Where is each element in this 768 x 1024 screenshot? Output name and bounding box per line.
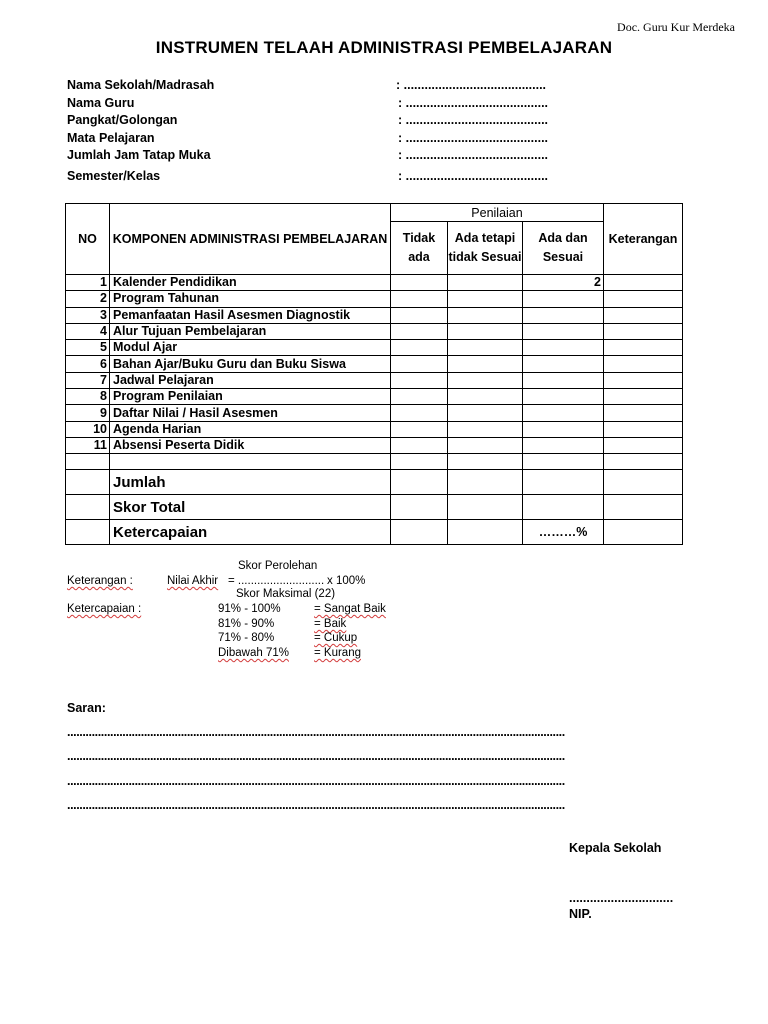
cell-keterangan[interactable] bbox=[604, 340, 683, 356]
header-ada-tidak-sesuai: Ada tetapi tidak Sesuai bbox=[448, 222, 523, 275]
times-100: x 100% bbox=[327, 575, 366, 587]
info-value[interactable]: : ......................................... bbox=[398, 95, 549, 110]
info-row-semester bbox=[67, 169, 687, 187]
cell-ketercapaian-keterangan[interactable] bbox=[604, 520, 683, 545]
keterangan-label: Keterangan : bbox=[67, 575, 133, 587]
saran-label: Saran: bbox=[67, 701, 106, 715]
scale-desc: = Kurang bbox=[314, 647, 361, 659]
header-penilaian: Penilaian bbox=[391, 204, 604, 222]
cell-skor-ada-sesuai[interactable] bbox=[523, 495, 604, 520]
info-value[interactable]: : ......................................... bbox=[396, 78, 547, 92]
table-row bbox=[66, 291, 683, 307]
cell-keterangan[interactable] bbox=[604, 356, 683, 372]
row-no: 2 bbox=[66, 291, 110, 307]
cell-keterangan[interactable] bbox=[604, 307, 683, 323]
cell-jumlah-ada-sesuai[interactable] bbox=[523, 470, 604, 495]
table-row-blank bbox=[66, 454, 683, 470]
row-komponen: Pemanfaatan Hasil Asesmen Diagnostik bbox=[110, 307, 391, 323]
cell-skor-tidak-ada[interactable] bbox=[391, 495, 448, 520]
table-row bbox=[66, 389, 683, 405]
scale-range: 71% - 80% bbox=[218, 632, 275, 644]
blank-cell bbox=[523, 454, 604, 470]
table-row bbox=[66, 405, 683, 421]
cell-tidak-ada[interactable] bbox=[391, 437, 448, 453]
cell-ada-tidak-sesuai[interactable] bbox=[448, 389, 523, 405]
ketercapaian-scale-label: Ketercapaian : bbox=[67, 603, 142, 615]
table-row bbox=[66, 340, 683, 356]
info-row-school bbox=[67, 78, 687, 96]
blank-cell bbox=[66, 454, 110, 470]
saran-line[interactable]: .................................................................................................................................................................. bbox=[67, 725, 565, 739]
cell-ada-tidak-sesuai[interactable] bbox=[448, 405, 523, 421]
ketercapaian-value[interactable]: ………% bbox=[523, 520, 604, 545]
cell-ada-sesuai[interactable] bbox=[523, 372, 604, 388]
header-komponen: KOMPONEN ADMINISTRASI PEMBELAJARAN bbox=[110, 204, 391, 275]
cell-ada-tidak-sesuai[interactable] bbox=[448, 356, 523, 372]
row-komponen: Absensi Peserta Didik bbox=[110, 437, 391, 453]
cell-keterangan[interactable] bbox=[604, 275, 683, 291]
cell-ada-tidak-sesuai[interactable] bbox=[448, 323, 523, 339]
info-label: Jumlah Jam Tatap Muka bbox=[67, 148, 211, 163]
info-label: Mata Pelajaran bbox=[67, 130, 155, 145]
cell-skor-keterangan[interactable] bbox=[604, 495, 683, 520]
table-row bbox=[66, 356, 683, 372]
cell-jumlah-keterangan[interactable] bbox=[604, 470, 683, 495]
info-label: Semester/Kelas bbox=[67, 168, 161, 183]
cell-keterangan[interactable] bbox=[604, 372, 683, 388]
header-no: NO bbox=[66, 204, 110, 275]
cell-keterangan[interactable] bbox=[604, 323, 683, 339]
saran-line[interactable]: .................................................................................................................................................................. bbox=[67, 798, 565, 812]
cell-keterangan[interactable] bbox=[604, 405, 683, 421]
scale-desc: = Baik bbox=[314, 618, 347, 630]
cell-ada-sesuai[interactable] bbox=[523, 356, 604, 372]
row-no: 4 bbox=[66, 323, 110, 339]
row-skor-total bbox=[66, 495, 683, 520]
info-label: Nama Sekolah/Madrasah bbox=[67, 78, 215, 92]
scale-range: 81% - 90% bbox=[218, 618, 275, 630]
cell-tidak-ada[interactable] bbox=[391, 323, 448, 339]
blank-cell bbox=[66, 495, 110, 520]
cell-ada-sesuai[interactable] bbox=[523, 340, 604, 356]
info-value[interactable]: : ......................................... bbox=[398, 168, 549, 183]
row-komponen: Agenda Harian bbox=[110, 421, 391, 437]
signature-nip: NIP. bbox=[569, 907, 592, 921]
row-no: 8 bbox=[66, 389, 110, 405]
row-no: 3 bbox=[66, 307, 110, 323]
table-row bbox=[66, 307, 683, 323]
scale-range: Dibawah 71% bbox=[218, 647, 289, 659]
doc-tag: Doc. Guru Kur Merdeka bbox=[617, 20, 735, 34]
header-keterangan: Keterangan bbox=[604, 204, 683, 275]
identity-section bbox=[67, 78, 687, 187]
table-row bbox=[66, 437, 683, 453]
info-label: Pangkat/Golongan bbox=[67, 113, 178, 128]
cell-keterangan[interactable] bbox=[604, 389, 683, 405]
info-row-rank bbox=[67, 113, 687, 131]
table-row bbox=[66, 323, 683, 339]
cell-tidak-ada[interactable] bbox=[391, 356, 448, 372]
cell-jumlah-ada-tidak-sesuai[interactable] bbox=[448, 470, 523, 495]
cell-ada-sesuai[interactable] bbox=[523, 405, 604, 421]
cell-tidak-ada[interactable] bbox=[391, 275, 448, 291]
row-no: 7 bbox=[66, 372, 110, 388]
nilai-akhir-eq: = ........................... bbox=[228, 575, 325, 587]
row-komponen: Bahan Ajar/Buku Guru dan Buku Siswa bbox=[110, 356, 391, 372]
saran-line[interactable]: .................................................................................................................................................................. bbox=[67, 774, 565, 788]
table-row bbox=[66, 372, 683, 388]
assessment-table bbox=[65, 203, 683, 545]
cell-ada-sesuai[interactable] bbox=[523, 421, 604, 437]
scale-range: 91% - 100% bbox=[218, 603, 281, 615]
cell-skor-ada-tidak-sesuai[interactable] bbox=[448, 495, 523, 520]
info-row-teacher bbox=[67, 96, 687, 114]
row-komponen: Jadwal Pelajaran bbox=[110, 372, 391, 388]
cell-tidak-ada[interactable] bbox=[391, 389, 448, 405]
row-komponen: Program Penilaian bbox=[110, 389, 391, 405]
cell-ada-tidak-sesuai[interactable] bbox=[448, 340, 523, 356]
blank-cell bbox=[604, 454, 683, 470]
cell-tidak-ada[interactable] bbox=[391, 307, 448, 323]
ketercapaian-label: Ketercapaian bbox=[110, 520, 391, 545]
cell-ketercapaian-tidak-ada[interactable] bbox=[391, 520, 448, 545]
row-no: 11 bbox=[66, 437, 110, 453]
info-value[interactable]: : ......................................... bbox=[398, 148, 549, 163]
blank-cell bbox=[66, 520, 110, 545]
cell-ada-sesuai[interactable] bbox=[523, 291, 604, 307]
nilai-akhir-label: Nilai Akhir bbox=[167, 575, 219, 587]
row-komponen: Daftar Nilai / Hasil Asesmen bbox=[110, 405, 391, 421]
row-no: 1 bbox=[66, 275, 110, 291]
cell-ada-tidak-sesuai[interactable] bbox=[448, 437, 523, 453]
cell-keterangan[interactable] bbox=[604, 291, 683, 307]
info-row-hours bbox=[67, 148, 687, 166]
cell-ada-tidak-sesuai[interactable] bbox=[448, 421, 523, 437]
blank-cell bbox=[448, 454, 523, 470]
jumlah-label: Jumlah bbox=[110, 470, 391, 495]
blank-cell bbox=[110, 454, 391, 470]
row-no: 5 bbox=[66, 340, 110, 356]
table-row bbox=[66, 421, 683, 437]
cell-tidak-ada[interactable] bbox=[391, 291, 448, 307]
header-tidak-ada: Tidak ada bbox=[391, 222, 448, 275]
cell-ada-tidak-sesuai[interactable] bbox=[448, 291, 523, 307]
row-komponen: Kalender Pendidikan bbox=[110, 275, 391, 291]
cell-tidak-ada[interactable] bbox=[391, 421, 448, 437]
cell-keterangan[interactable] bbox=[604, 437, 683, 453]
row-no: 6 bbox=[66, 356, 110, 372]
info-value[interactable]: : ......................................... bbox=[398, 113, 549, 128]
row-jumlah bbox=[66, 470, 683, 495]
info-label: Nama Guru bbox=[67, 95, 135, 110]
page-title: INSTRUMEN TELAAH ADMINISTRASI PEMBELAJARAN bbox=[155, 38, 613, 57]
cell-ada-sesuai[interactable] bbox=[523, 323, 604, 339]
scale-desc: = Sangat Baik bbox=[314, 603, 386, 615]
blank-cell bbox=[391, 454, 448, 470]
blank-cell bbox=[66, 470, 110, 495]
cell-jumlah-tidak-ada[interactable] bbox=[391, 470, 448, 495]
row-ketercapaian bbox=[66, 520, 683, 545]
cell-ada-tidak-sesuai[interactable] bbox=[448, 372, 523, 388]
info-value[interactable]: : ......................................... bbox=[398, 130, 549, 145]
scale-desc: = Cukup bbox=[314, 632, 358, 644]
signature-title: Kepala Sekolah bbox=[569, 841, 662, 855]
signature-name-line[interactable]: .............................. bbox=[569, 891, 674, 905]
cell-tidak-ada[interactable] bbox=[391, 372, 448, 388]
row-komponen: Program Tahunan bbox=[110, 291, 391, 307]
row-no: 10 bbox=[66, 421, 110, 437]
skor-maksimal-label: Skor Maksimal (22) bbox=[236, 588, 336, 600]
cell-ada-sesuai[interactable] bbox=[523, 437, 604, 453]
cell-ada-tidak-sesuai[interactable] bbox=[448, 275, 523, 291]
cell-ada-tidak-sesuai[interactable] bbox=[448, 307, 523, 323]
saran-line[interactable]: .................................................................................................................................................................. bbox=[67, 749, 565, 763]
cell-keterangan[interactable] bbox=[604, 421, 683, 437]
table-row bbox=[66, 275, 683, 291]
cell-ketercapaian-ada-tidak-sesuai[interactable] bbox=[448, 520, 523, 545]
cell-tidak-ada[interactable] bbox=[391, 340, 448, 356]
cell-ada-sesuai[interactable]: 2 bbox=[523, 275, 604, 291]
cell-ada-sesuai[interactable] bbox=[523, 389, 604, 405]
cell-ada-sesuai[interactable] bbox=[523, 307, 604, 323]
skor-perolehan-label: Skor Perolehan bbox=[238, 560, 318, 572]
row-komponen: Modul Ajar bbox=[110, 340, 391, 356]
row-no: 9 bbox=[66, 405, 110, 421]
info-row-subject bbox=[67, 131, 687, 149]
skor-total-label: Skor Total bbox=[110, 495, 391, 520]
row-komponen: Alur Tujuan Pembelajaran bbox=[110, 323, 391, 339]
cell-tidak-ada[interactable] bbox=[391, 405, 448, 421]
header-ada-sesuai: Ada dan Sesuai bbox=[523, 222, 604, 275]
